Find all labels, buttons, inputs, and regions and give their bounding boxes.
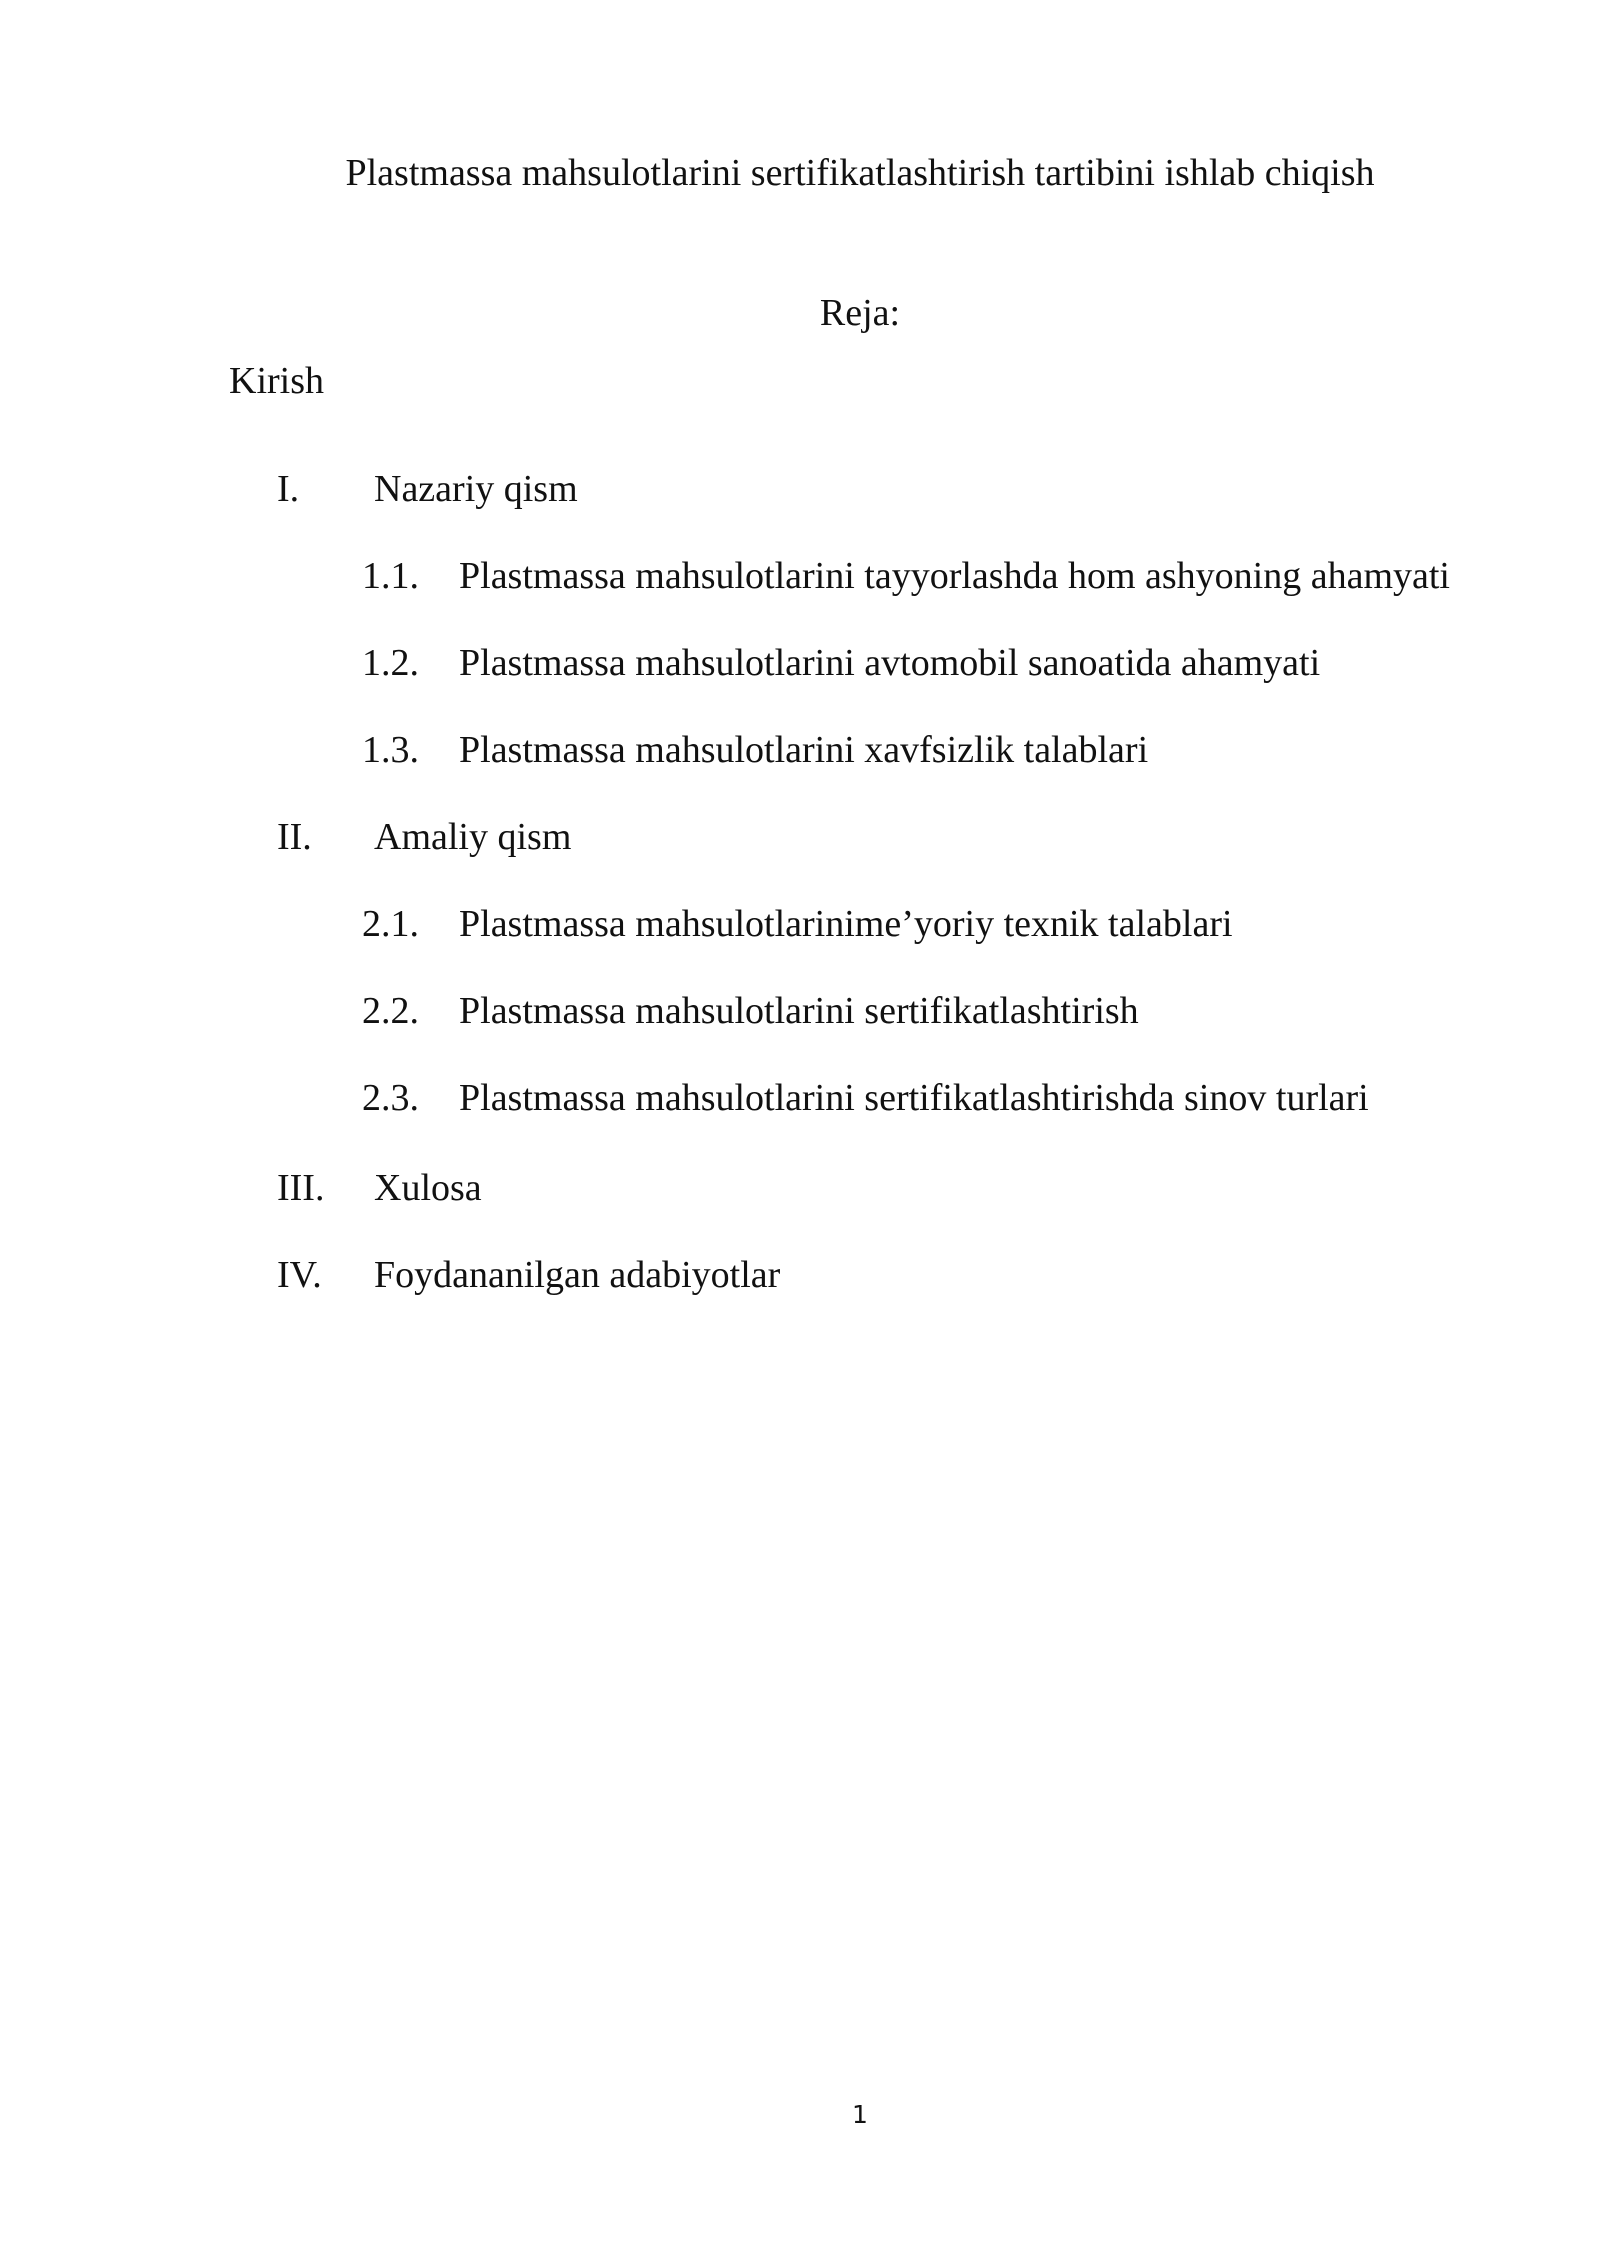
toc-item-text: Plastmassa mahsulotlarini sertifikatlashtirishda sinov turlari <box>459 1077 1369 1119</box>
toc-item-text: Plastmassa mahsulotlarinime’yoriy texnik talablari <box>459 903 1233 945</box>
introduction-heading: Kirish <box>229 360 324 402</box>
toc-item-number: 1.2. <box>362 642 419 684</box>
toc-item-text: Plastmassa mahsulotlarini avtomobil sanoatida ahamyati <box>459 642 1321 684</box>
page-number: 1 <box>852 2100 868 2129</box>
toc-item-number: 2.1. <box>362 903 419 945</box>
toc-item-number: 2.2. <box>362 990 419 1032</box>
toc-item-text: Foydananilgan adabiyotlar <box>374 1254 781 1296</box>
toc-item-number: III. <box>277 1167 325 1209</box>
toc-item-number: I. <box>277 468 300 510</box>
toc-item-text: Plastmassa mahsulotlarini sertifikatlashtirish <box>459 990 1139 1032</box>
plan-heading: Reja: <box>819 292 901 334</box>
toc-item-number: II. <box>277 816 312 858</box>
toc-item-number: 1.1. <box>362 555 419 597</box>
toc-item-text: Plastmassa mahsulotlarini tayyorlashda hom ashyoning ahamyati <box>459 555 1450 597</box>
toc-item-number: IV. <box>277 1254 322 1296</box>
toc-item-number: 2.3. <box>362 1077 419 1119</box>
toc-item-text: Xulosa <box>374 1167 482 1209</box>
toc-item-text: Plastmassa mahsulotlarini xavfsizlik talablari <box>459 729 1149 771</box>
document-title: Plastmassa mahsulotlarini sertifikatlashtirish tartibini ishlab chiqish <box>345 152 1375 194</box>
toc-item-text: Amaliy qism <box>374 816 572 858</box>
toc-item-number: 1.3. <box>362 729 419 771</box>
toc-item-text: Nazariy qism <box>374 468 578 510</box>
